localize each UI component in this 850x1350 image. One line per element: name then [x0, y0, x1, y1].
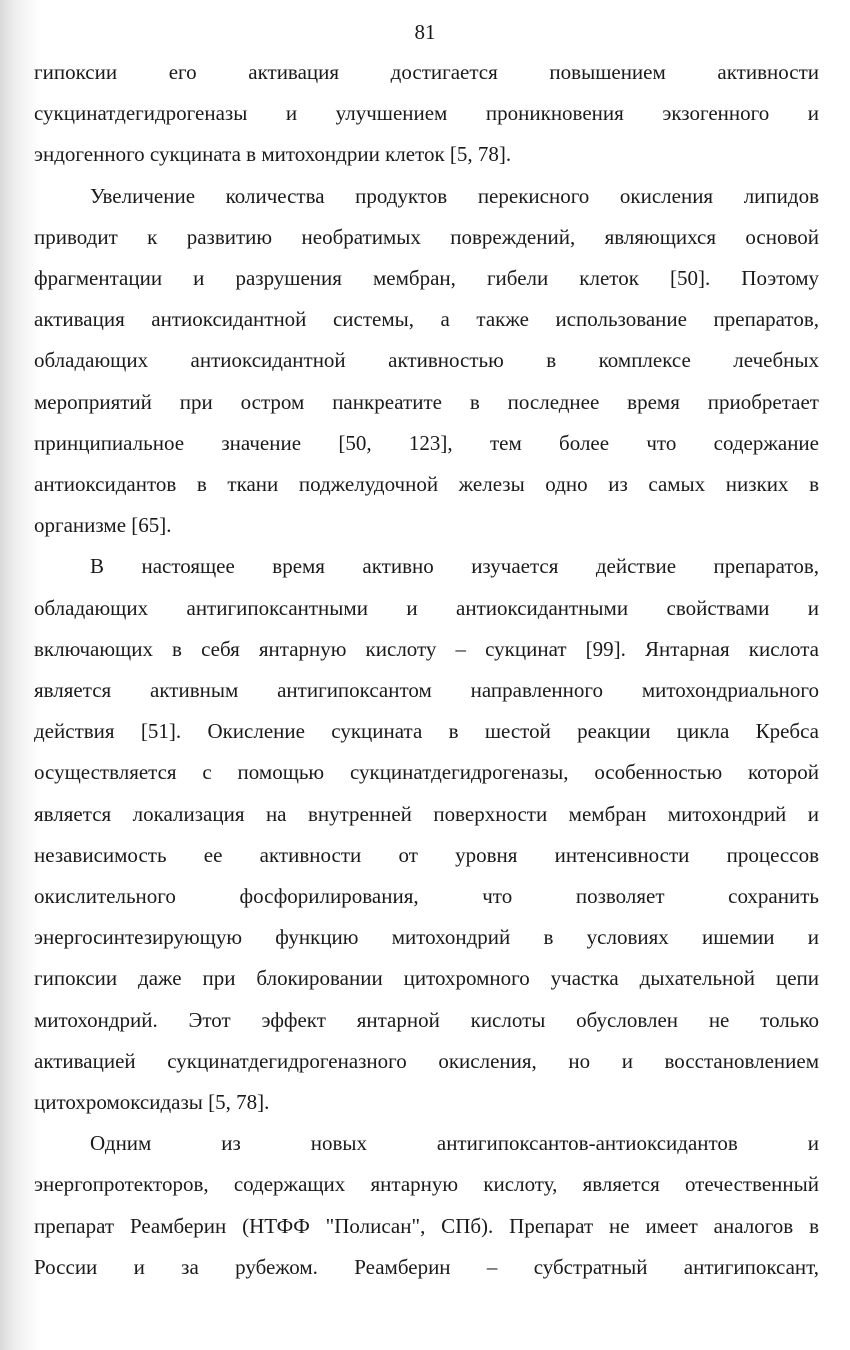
- text-line: антиоксидантов в ткани поджелудочной железы одно из самых низких в: [34, 472, 819, 497]
- text-line: [34, 1123, 819, 1164]
- text-line: обладающих антигипоксантными и антиоксидантными свойствами и: [34, 595, 819, 620]
- document-body: [34, 52, 819, 1288]
- text-line: сукцинатдегидрогеназы и улучшением проникновения экзогенного и: [34, 101, 819, 126]
- text-line: эндогенного сукцината в митохондрии клеток [5, 78].: [34, 142, 512, 167]
- text-line: энергопротекторов, содержащих янтарную кислоту, является отечественный: [34, 1172, 819, 1197]
- text-line: России и за рубежом. Реамберин – субстратный антигипоксант,: [34, 1254, 819, 1279]
- text-line: активация антиоксидантной системы, а также использование препаратов,: [34, 307, 819, 332]
- text-line: препарат Реамберин (НТФФ "Полисан", СПб). Препарат не имеет аналогов в: [34, 1213, 819, 1238]
- text-line: энергосинтезирующую функцию митохондрий в условиях ишемии и: [34, 925, 819, 950]
- page-number: 81: [414, 20, 436, 44]
- text-line: независимость ее активности от уровня интенсивности процессов: [34, 842, 819, 867]
- text-line: организме [65].: [34, 513, 172, 538]
- text-line: включающих в себя янтарную кислоту – сукцинат [99]. Янтарная кислота: [34, 636, 819, 661]
- text-line: действия [51]. Окисление сукцината в шестой реакции цикла Кребса: [34, 719, 819, 744]
- text-line: [34, 546, 819, 587]
- text-line-content: Одним из новых антигипоксантов-антиоксидантов и: [90, 1131, 819, 1156]
- text-line: является локализация на внутренней поверхности мембран митохондрий и: [34, 801, 819, 826]
- text-line: осуществляется с помощью сукцинатдегидрогеназы, особенностью которой: [34, 760, 819, 785]
- text-line-content: Увеличение количества продуктов перекисного окисления липидов: [90, 183, 819, 208]
- text-line: мероприятий при остром панкреатите в последнее время приобретает: [34, 389, 819, 414]
- text-line: обладающих антиоксидантной активностью в комплексе лечебных: [34, 348, 819, 373]
- text-line: фрагментации и разрушения мембран, гибели клеток [50]. Поэтому: [34, 266, 819, 291]
- text-line: окислительного фосфорилирования, что позволяет сохранить: [34, 884, 819, 909]
- text-line: гипоксии его активация достигается повышением активности: [34, 60, 819, 84]
- text-line: принципиальное значение [50, 123], тем более что содержание: [34, 430, 819, 455]
- text-line: активацией сукцинатдегидрогеназного окисления, но и восстановлением: [34, 1048, 819, 1073]
- text-line: цитохромоксидазы [5, 78].: [34, 1090, 270, 1115]
- text-line: [34, 176, 819, 217]
- text-line: является активным антигипоксантом направленного митохондриального: [34, 678, 819, 703]
- text-line: приводит к развитию необратимых повреждений, являющихся основой: [34, 224, 819, 249]
- text-line: митохондрий. Этот эффект янтарной кислоты обусловлен не только: [34, 1007, 819, 1032]
- text-line: гипоксии даже при блокировании цитохромного участка дыхательной цепи: [34, 966, 819, 991]
- text-line-content: В настоящее время активно изучается действие препаратов,: [90, 554, 819, 579]
